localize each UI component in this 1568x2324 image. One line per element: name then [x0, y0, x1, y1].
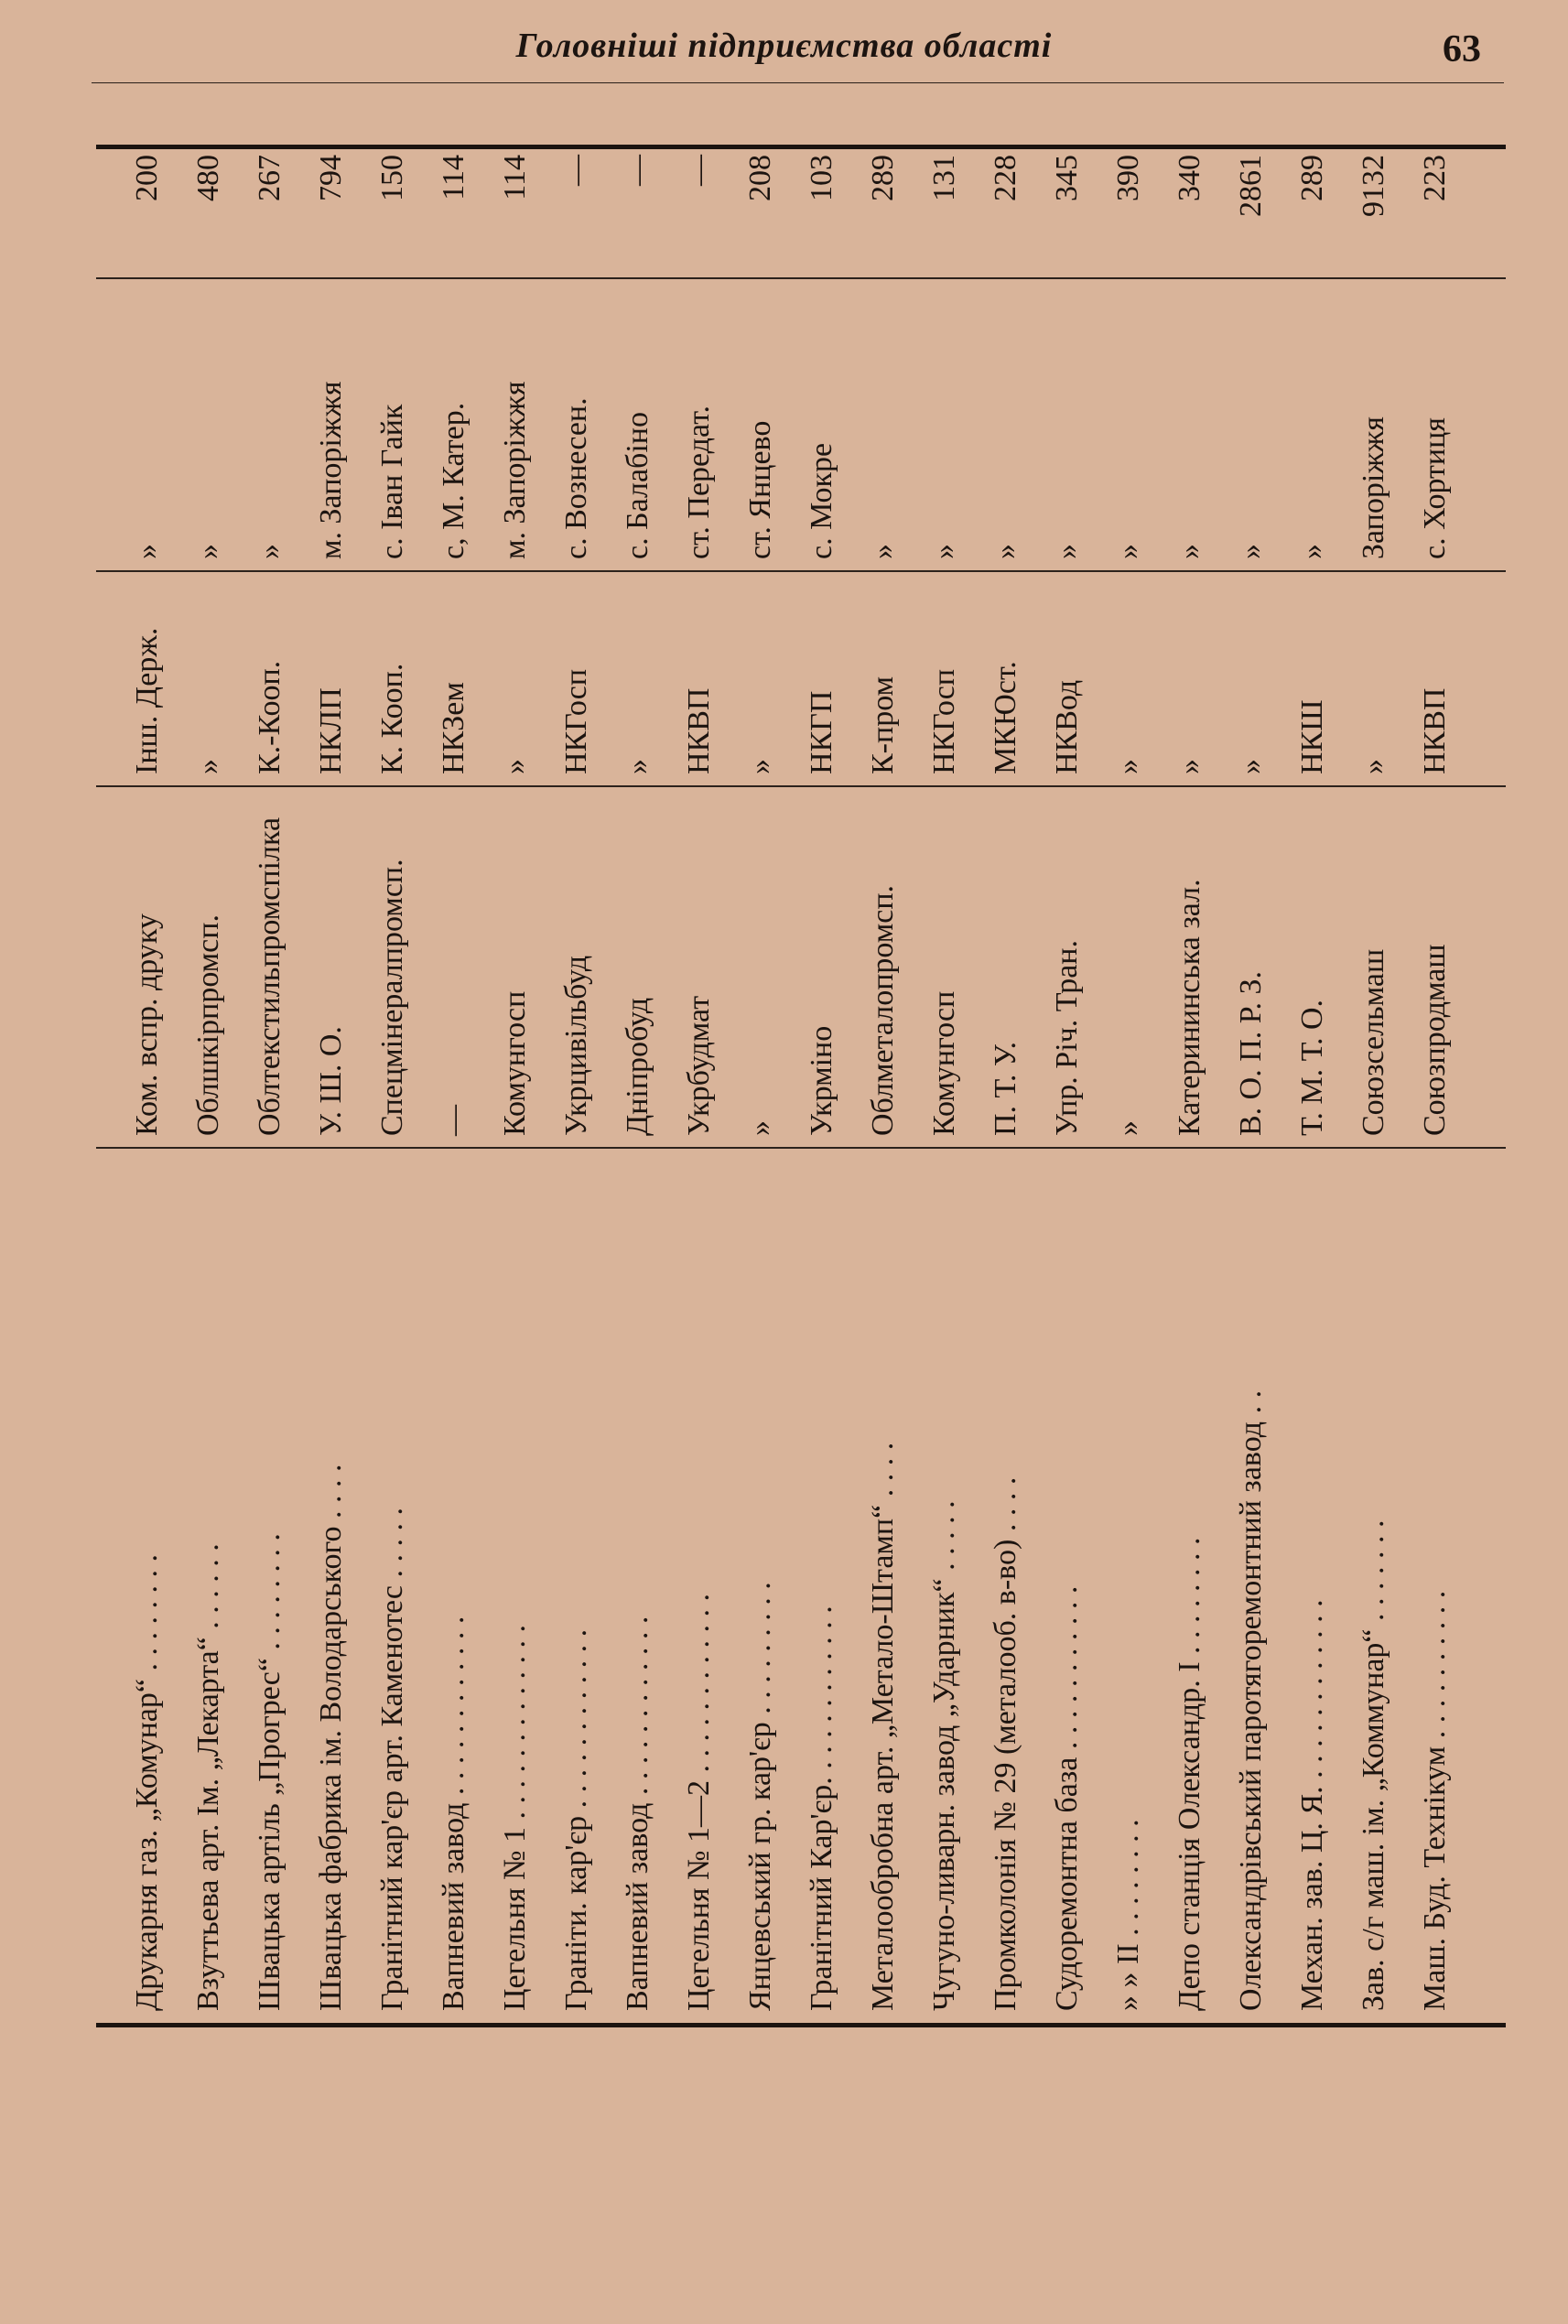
department-cell: »	[1357, 759, 1390, 774]
department-cell: »	[191, 759, 225, 774]
workers-count-cell: —	[559, 155, 593, 186]
table-row	[304, 142, 359, 2027]
enterprise-name-cell: Цегельня № 1 . . . . . . . . . . . . .	[498, 1625, 532, 2011]
location-cell: м. Запоріжжя	[314, 381, 348, 559]
organization-cell: Облтекстильпромспілка	[253, 816, 287, 1136]
enterprise-name-cell: Гранітний Кар'єр. . . . . . . . . . . .	[805, 1605, 838, 2011]
department-cell: К-пром	[866, 676, 900, 774]
table-row	[120, 142, 175, 2027]
organization-cell: Укрміно	[805, 1025, 838, 1136]
enterprise-name-cell: Гранітний кар'єр арт. Каменотес . . . . .	[375, 1507, 409, 2011]
table-row	[672, 142, 727, 2027]
workers-count-cell: 103	[805, 155, 838, 201]
organization-cell: Упр. Річ. Тран.	[1050, 940, 1084, 1136]
location-cell: »	[927, 544, 961, 559]
organization-cell: Дніпробуд	[621, 997, 654, 1136]
workers-count-cell: 345	[1050, 155, 1084, 201]
workers-count-cell: 208	[743, 155, 777, 201]
page-header-title: Головніші підприємства області	[515, 27, 1053, 65]
location-cell: с. Вознесен.	[559, 397, 593, 559]
table-row	[856, 142, 911, 2027]
organization-cell: Союзсельмаш	[1357, 948, 1390, 1136]
organization-cell: Т. М. Т. О.	[1295, 999, 1329, 1136]
enterprise-name-cell: Граніти. кар'єр . . . . . . . . . . . .	[559, 1628, 593, 2011]
rotated-table-body	[96, 142, 1506, 2027]
organization-cell: У. Ш. О.	[314, 1026, 348, 1136]
header-rule	[92, 82, 1504, 83]
table-row	[1346, 142, 1401, 2027]
location-cell: »	[1173, 544, 1206, 559]
location-cell: м. Запоріжжя	[498, 381, 532, 559]
department-cell: »	[743, 759, 777, 774]
organization-cell: —	[437, 1105, 470, 1136]
enterprise-name-cell: Олександрівський паротягоремонтний завод . .	[1234, 1389, 1268, 2011]
table-row	[488, 142, 543, 2027]
workers-count-cell: 131	[927, 155, 961, 201]
table-row	[243, 142, 297, 2027]
page-number: 63	[1443, 28, 1481, 70]
enterprise-name-cell: Механ. зав. Ц. Я. . . . . . . . . . . . .	[1295, 1599, 1329, 2011]
table-row	[979, 142, 1033, 2027]
table-row	[365, 142, 420, 2027]
table-row	[611, 142, 665, 2027]
location-cell: с, М. Катер.	[437, 402, 470, 559]
organization-cell: П. Т. У.	[989, 1042, 1022, 1136]
workers-count-cell: —	[621, 155, 654, 186]
enterprise-name-cell: Янцевський гр. кар'єр . . . . . . . . .	[743, 1582, 777, 2011]
location-cell: с. Балабіно	[621, 411, 654, 559]
location-cell: с. Мокре	[805, 442, 838, 559]
table-row	[1224, 142, 1279, 2027]
workers-count-cell: 289	[1295, 155, 1329, 201]
workers-count-cell: 480	[191, 155, 225, 201]
table-row	[917, 142, 972, 2027]
organization-cell: Укрбудмат	[682, 995, 716, 1136]
table-row	[427, 142, 481, 2027]
table-row	[1040, 142, 1095, 2027]
table-row	[795, 142, 849, 2027]
enterprise-name-cell: Металообробна арт. „Метало-Штамп“ . . . .	[866, 1442, 900, 2011]
organization-cell: »	[743, 1120, 777, 1136]
department-cell: »	[1111, 759, 1145, 774]
location-cell: »	[130, 544, 164, 559]
table-row	[1285, 142, 1340, 2027]
organization-cell: Комунгосп	[498, 990, 532, 1136]
workers-count-cell: 794	[314, 155, 348, 201]
table-row	[1162, 142, 1217, 2027]
workers-count-cell: 114	[498, 155, 532, 200]
workers-count-cell: 228	[989, 155, 1022, 201]
organization-cell: »	[1111, 1120, 1145, 1136]
workers-count-cell: 223	[1418, 155, 1452, 201]
organization-cell: В. О. П. Р. З.	[1234, 971, 1268, 1136]
department-cell: НКВП	[682, 687, 716, 774]
location-cell: с. Хортиця	[1418, 417, 1452, 559]
department-cell: »	[1173, 759, 1206, 774]
department-cell: НКШ	[1295, 699, 1329, 774]
department-cell: »	[621, 759, 654, 774]
table-row	[181, 142, 236, 2027]
organization-cell: Катерининська зал.	[1173, 879, 1206, 1136]
location-cell: »	[1295, 544, 1329, 559]
department-cell: Інш. Держ.	[130, 627, 164, 774]
enterprise-name-cell: Цегельня № 1—2 . . . . . . . . . . . .	[682, 1594, 716, 2011]
workers-count-cell: 200	[130, 155, 164, 201]
location-cell: »	[191, 544, 225, 559]
organization-cell: Спецмінералпромсп.	[375, 859, 409, 1136]
workers-count-cell: 340	[1173, 155, 1206, 201]
table-row	[549, 142, 604, 2027]
organization-cell: Облметалопромсп.	[866, 884, 900, 1136]
enterprise-name-cell: Судоремонтна база . . . . . . . . . . .	[1050, 1585, 1084, 2011]
department-cell: К.-Кооп.	[253, 660, 287, 774]
table-row	[1101, 142, 1156, 2027]
enterprise-name-cell: Швацька артіль „Прогрес“ . . . . . . . .	[253, 1533, 287, 2011]
location-cell: »	[866, 544, 900, 559]
location-cell: »	[1050, 544, 1084, 559]
workers-count-cell: 390	[1111, 155, 1145, 201]
table-row	[1408, 142, 1463, 2027]
organization-cell: Комунгосп	[927, 990, 961, 1136]
department-cell: НКЗем	[437, 682, 470, 774]
table-row	[733, 142, 788, 2027]
enterprise-name-cell: Маш. Буд. Технікум . . . . . . . . . .	[1418, 1590, 1452, 2011]
organization-cell: Союзпродмаш	[1418, 944, 1452, 1136]
department-cell: НКГосп	[559, 668, 593, 774]
location-cell: »	[253, 544, 287, 559]
location-cell: ст. Передат.	[682, 405, 716, 559]
department-cell: НКВод	[1050, 679, 1084, 774]
organization-cell: Облшкірпромсп.	[191, 914, 225, 1136]
organization-cell: Укрцивільбуд	[559, 955, 593, 1136]
enterprises-table	[96, 142, 1506, 2027]
department-cell: »	[498, 759, 532, 774]
location-cell: »	[1111, 544, 1145, 559]
enterprise-name-cell: Депо станція Олександр. І . . . . . . . .	[1173, 1537, 1206, 2011]
enterprise-name-cell: » » II . . . . . . . .	[1111, 1819, 1145, 2011]
department-cell: НКГП	[805, 690, 838, 774]
location-cell: »	[1234, 544, 1268, 559]
enterprise-name-cell: Друкарня газ. „Комунар“ . . . . . . . .	[130, 1554, 164, 2011]
department-cell: К. Кооп.	[375, 663, 409, 774]
department-cell: НКГосп	[927, 668, 961, 774]
location-cell: ст. Янцево	[743, 420, 777, 559]
enterprise-name-cell: Зав. с/г маш. ім. „Коммунар“ . . . . . . .	[1357, 1519, 1390, 2011]
workers-count-cell: 267	[253, 155, 287, 201]
workers-count-cell: 289	[866, 155, 900, 201]
department-cell: »	[1234, 759, 1268, 774]
department-cell: НКЛП	[314, 687, 348, 774]
department-cell: МКЮст.	[989, 661, 1022, 774]
location-cell: Запоріжжя	[1357, 416, 1390, 559]
workers-count-cell: 150	[375, 155, 409, 201]
department-cell: НКВП	[1418, 687, 1452, 774]
workers-count-cell: 9132	[1357, 155, 1390, 217]
workers-count-cell: 114	[437, 155, 470, 200]
enterprise-name-cell: Чугуно-ливарн. завод „Ударник“ . . . . .	[927, 1500, 961, 2011]
location-cell: с. Іван Гайк	[375, 404, 409, 559]
workers-count-cell: —	[682, 155, 716, 186]
location-cell: »	[989, 544, 1022, 559]
workers-count-cell: 2861	[1234, 155, 1268, 217]
enterprise-name-cell: Швацька фабрика ім. Володарського . . . .	[314, 1464, 348, 2011]
enterprise-name-cell: Вапневий завод . . . . . . . . . . . .	[437, 1616, 470, 2011]
organization-cell: Ком. вспр. друку	[130, 913, 164, 1136]
enterprise-name-cell: Вапневий завод . . . . . . . . . . . .	[621, 1616, 654, 2011]
enterprise-name-cell: Промколонія № 29 (металооб. в-во) . . . .	[989, 1476, 1022, 2011]
enterprise-name-cell: Взуттьева арт. Ім. „Лекарта“ . . . . . .	[191, 1543, 225, 2011]
